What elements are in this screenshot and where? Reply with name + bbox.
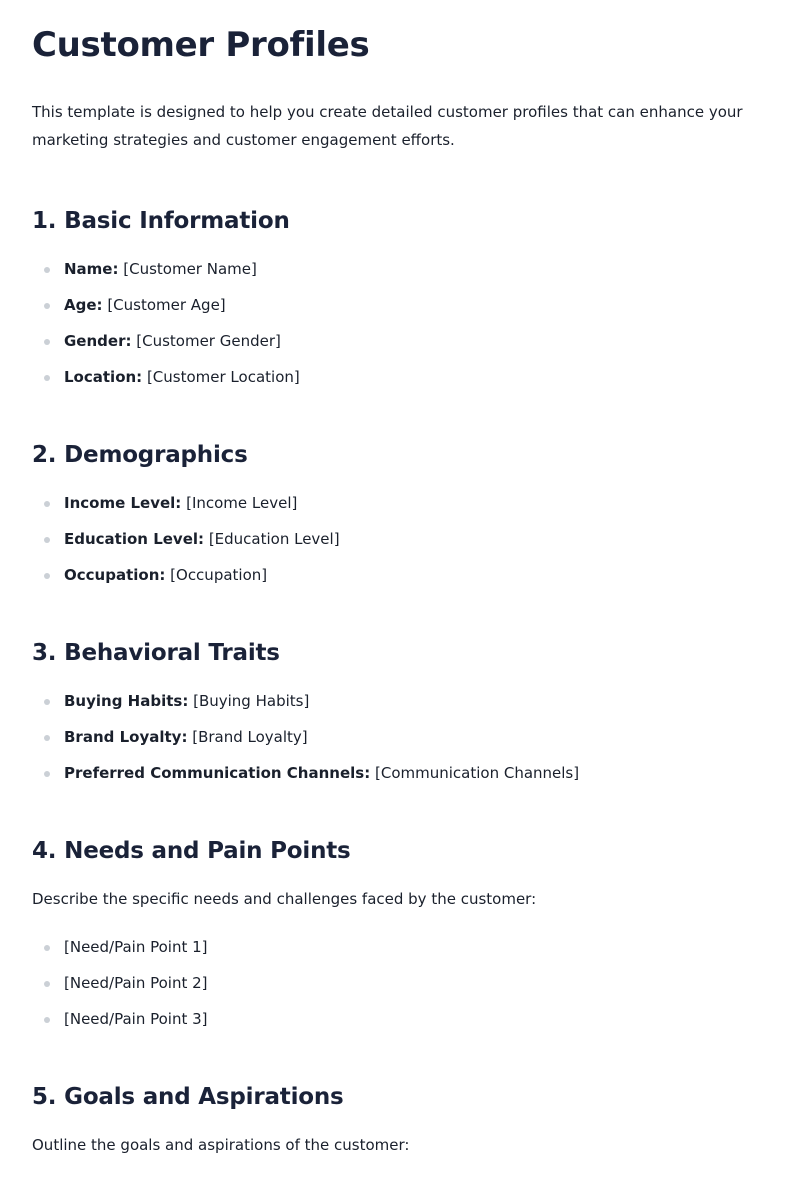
list-item	[32, 493, 768, 513]
list-item	[32, 1009, 768, 1029]
list-item	[32, 691, 768, 711]
list-item	[32, 529, 768, 549]
page-title: Customer Profiles	[32, 25, 370, 65]
item-label: Buying Habits:	[64, 692, 189, 710]
section-basic-information	[32, 205, 768, 387]
section-heading: 1. Basic Information	[32, 208, 290, 234]
list-item	[32, 295, 768, 315]
section-needs-and-pain-points	[32, 835, 768, 1029]
list-item	[32, 973, 768, 993]
section-heading: 2. Demographics	[32, 442, 248, 468]
item-value: [Need/Pain Point 2]	[64, 974, 208, 992]
item-label: Gender:	[64, 332, 132, 350]
section-heading: 4. Needs and Pain Points	[32, 838, 351, 864]
section-description: Outline the goals and aspirations of the customer:	[32, 1136, 410, 1154]
item-value: [Customer Age]	[107, 296, 226, 314]
item-label: Education Level:	[64, 530, 205, 548]
list-item	[32, 763, 768, 783]
section-goals-and-aspirations	[32, 1081, 768, 1155]
item-value: [Need/Pain Point 3]	[64, 1010, 208, 1028]
section-heading: 3. Behavioral Traits	[32, 640, 280, 666]
section-description: Describe the specific needs and challenges faced by the customer:	[32, 890, 537, 908]
item-label: Age:	[64, 296, 103, 314]
item-label: Preferred Communication Channels:	[64, 764, 371, 782]
item-label: Location:	[64, 368, 143, 386]
behavioral-traits-list	[32, 691, 768, 783]
section-demographics	[32, 439, 768, 585]
list-item	[32, 331, 768, 351]
item-label: Occupation:	[64, 566, 166, 584]
item-value: [Communication Channels]	[375, 764, 580, 782]
intro-paragraph: This template is designed to help you create detailed customer profiles that can enhance your marketing strategies and customer engagement efforts.	[32, 103, 743, 149]
item-value: [Customer Gender]	[136, 332, 281, 350]
list-item	[32, 367, 768, 387]
item-label: Income Level:	[64, 494, 182, 512]
item-value: [Brand Loyalty]	[192, 728, 308, 746]
basic-information-list	[32, 259, 768, 387]
item-value: [Customer Name]	[123, 260, 257, 278]
item-value: [Education Level]	[208, 530, 340, 548]
list-item	[32, 727, 768, 747]
list-item	[32, 937, 768, 957]
demographics-list	[32, 493, 768, 585]
item-value: [Income Level]	[186, 494, 298, 512]
list-item	[32, 565, 768, 585]
item-value: [Buying Habits]	[193, 692, 310, 710]
needs-list	[32, 937, 768, 1029]
item-label: Name:	[64, 260, 119, 278]
section-heading: 5. Goals and Aspirations	[32, 1084, 344, 1110]
item-label: Brand Loyalty:	[64, 728, 188, 746]
item-value: [Customer Location]	[146, 368, 300, 386]
item-value: [Need/Pain Point 1]	[64, 938, 208, 956]
item-value: [Occupation]	[170, 566, 268, 584]
section-behavioral-traits	[32, 637, 768, 783]
list-item	[32, 259, 768, 279]
